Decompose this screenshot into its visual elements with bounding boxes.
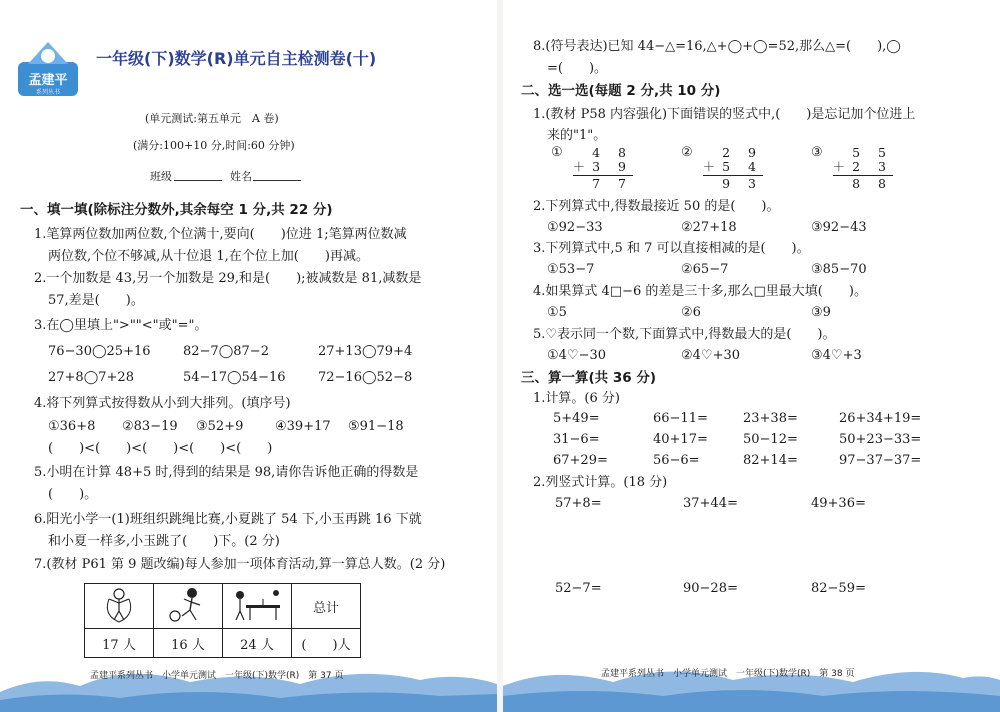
vert-mid: ＋3 9 (572, 159, 633, 174)
footer-landscape (503, 656, 1000, 712)
vert-top: 5 5 (852, 145, 893, 160)
section-1-header: 一、填一填(除标注分数外,其余每空 1 分,共 22 分) (20, 202, 333, 218)
q6-line1: 6.阳光小学一(1)班组织跳绳比赛,小夏跳了 54 下,小玉再跳 16 下就 (34, 512, 422, 527)
c1-option-vertical (693, 146, 763, 191)
count-total-answer[interactable]: ( )人 (292, 629, 361, 658)
c3-option[interactable]: ②65−7 (681, 262, 729, 277)
name-field[interactable] (253, 180, 301, 181)
q3-item[interactable]: 72−16◯52−8 (318, 370, 413, 385)
q5-line1: 5.小明在计算 48+5 时,得到的结果是 98,请你告诉他正确的得数是 (34, 465, 419, 480)
vert-mid: ＋2 3 (832, 159, 893, 174)
logo-brand: 孟建平 (28, 73, 68, 88)
table-tennis-cell (223, 584, 292, 629)
logo-sub: 系列丛书 (35, 89, 61, 96)
c5-text: 5.♡表示同一个数,下面算式中,得数最大的是( )。 (533, 327, 836, 342)
vertical-calc-item[interactable]: 37+44= (683, 496, 738, 511)
c5-option[interactable]: ②4♡+30 (681, 348, 741, 363)
footer-landscape (0, 656, 497, 712)
count-soccer: 16 人 (154, 629, 223, 658)
c1-option-label[interactable]: ③ (811, 145, 823, 160)
c2-option[interactable]: ②27+18 (681, 220, 737, 235)
left-page (0, 0, 497, 712)
calc-item[interactable]: 67+29= (553, 453, 608, 468)
page-title: 一年级(下)数学(R)单元自主检测卷(十) (96, 49, 377, 68)
calc-item[interactable]: 40+17= (653, 432, 708, 447)
c1-line1: 1.(教材 P58 内容强化)下面错误的竖式中,( )是忘记加个位进上 (533, 107, 916, 122)
q2-line2: 57,差是( )。 (48, 293, 144, 308)
vert-top: 2 9 (722, 145, 763, 160)
vertical-calc-item[interactable]: 90−28= (683, 581, 738, 596)
vertical-calc-header: 2.列竖式计算。(18 分) (533, 475, 668, 490)
calc-item[interactable]: 26+34+19= (839, 411, 922, 426)
calc-item[interactable]: 50−12= (743, 432, 798, 447)
table-tennis-icon (232, 585, 282, 623)
q2-line1: 2.一个加数是 43,另一个加数是 29,和是( );被减数是 81,减数是 (34, 271, 422, 286)
calc-item[interactable]: 97−37−37= (839, 453, 922, 468)
q4-item: ③52+9 (196, 419, 244, 434)
q3-item[interactable]: 54−17◯54−16 (183, 370, 286, 385)
score-time: (满分:100+10 分,时间:60 分钟) (133, 139, 295, 152)
q1-line2: 两位数,个位不够减,从十位退 1,在个位上加( )再减。 (48, 249, 369, 264)
vert-result: 8 8 (852, 176, 893, 191)
count-jump-rope: 17 人 (85, 629, 154, 658)
page-footer: 孟建平系列丛书 小学单元测试 一年级(下)数学(R) 第 38 页 (601, 669, 855, 679)
q3-item[interactable]: 76−30◯25+16 (48, 344, 151, 359)
vert-result: 7 7 (592, 176, 633, 191)
q4-item: ①36+8 (48, 419, 96, 434)
jump-rope-cell (85, 584, 154, 629)
vert-result: 9 3 (722, 176, 763, 191)
page-footer: 孟建平系列丛书 小学单元测试 一年级(下)数学(R) 第 37 页 (90, 671, 344, 681)
c1-line2: 来的"1"。 (547, 128, 607, 143)
vertical-calc-item[interactable]: 82−59= (811, 581, 866, 596)
calc-item[interactable]: 66−11= (653, 411, 708, 426)
c5-option[interactable]: ①4♡−30 (547, 348, 607, 363)
calc-item[interactable]: 31−6= (553, 432, 600, 447)
calc-header: 1.计算。(6 分) (533, 391, 620, 406)
q3-item[interactable]: 82−7◯87−2 (183, 344, 269, 359)
section-3-header: 三、算一算(共 36 分) (521, 370, 657, 386)
q3-item[interactable]: 27+13◯79+4 (318, 344, 413, 359)
vert-top: 4 8 (592, 145, 633, 160)
soccer-player-icon (166, 585, 210, 623)
vertical-calc-item[interactable]: 52−7= (555, 581, 602, 596)
vertical-calc-item[interactable]: 49+36= (811, 496, 866, 511)
c4-option[interactable]: ③9 (811, 305, 831, 320)
q5-line2[interactable]: ( )。 (48, 487, 98, 502)
class-field[interactable] (174, 180, 222, 181)
name-label: 姓名 (230, 170, 252, 183)
c4-option[interactable]: ②6 (681, 305, 701, 320)
subtitle: (单元测试:第五单元 A 卷) (145, 112, 279, 125)
q7-text: 7.(教材 P61 第 9 题改编)每人参加一项体育活动,算一算总人数。(2 分) (34, 557, 446, 572)
calc-item[interactable]: 56−6= (653, 453, 700, 468)
c4-option[interactable]: ①5 (547, 305, 567, 320)
c3-text: 3.下列算式中,5 和 7 可以直接相减的是( )。 (533, 241, 810, 256)
vert-mid: ＋5 4 (702, 159, 763, 174)
q3-text: 3.在◯里填上">""<"或"="。 (34, 318, 208, 333)
c2-option[interactable]: ③92−43 (811, 220, 867, 235)
calc-item[interactable]: 50+23−33= (839, 432, 922, 447)
c4-text: 4.如果算式 4□−6 的差是三十多,那么□里最大填( )。 (533, 284, 867, 299)
q6-line2[interactable]: 和小夏一样多,小玉跳了( )下。(2 分) (48, 534, 280, 549)
q4-item: ④39+17 (275, 419, 331, 434)
c3-option[interactable]: ③85−70 (811, 262, 867, 277)
q1-line1: 1.笔算两位数加两位数,个位满十,要向( )位进 1;笔算两位数减 (34, 227, 407, 242)
right-page (503, 0, 1000, 712)
q3-item[interactable]: 27+8◯7+28 (48, 370, 134, 385)
c3-option[interactable]: ①53−7 (547, 262, 595, 277)
total-label-cell: 总计 (292, 584, 361, 629)
q4-item: ②83−19 (122, 419, 178, 434)
q8-line1: 8.(符号表达)已知 44−△=16,△+◯+◯=52,那么△=( ),◯ (533, 39, 901, 54)
c2-text: 2.下列算式中,得数最接近 50 的是( )。 (533, 199, 780, 214)
brand-logo (14, 40, 82, 102)
c2-option[interactable]: ①92−33 (547, 220, 603, 235)
c1-option-vertical (823, 146, 893, 191)
calc-item[interactable]: 82+14= (743, 453, 798, 468)
q4-item: ⑤91−18 (348, 419, 404, 434)
q4-text: 4.将下列算式按得数从小到大排列。(填序号) (34, 396, 291, 411)
c1-option-label[interactable]: ② (681, 145, 693, 160)
jump-rope-icon (97, 585, 141, 623)
c5-option[interactable]: ③4♡+3 (811, 348, 862, 363)
activity-table (84, 583, 361, 658)
class-label: 班级 (150, 170, 172, 183)
c1-option-label[interactable]: ① (551, 145, 563, 160)
calc-item[interactable]: 5+49= (553, 411, 600, 426)
vertical-calc-item[interactable]: 57+8= (555, 496, 602, 511)
calc-item[interactable]: 23+38= (743, 411, 798, 426)
count-table-tennis: 24 人 (223, 629, 292, 658)
q8-line2[interactable]: =( )。 (547, 61, 608, 76)
c1-option-vertical (563, 146, 633, 191)
q4-answer-blanks[interactable]: ( )<( )<( )<( )<( ) (48, 441, 273, 456)
section-2-header: 二、选一选(每题 2 分,共 10 分) (521, 83, 721, 99)
soccer-cell (154, 584, 223, 629)
